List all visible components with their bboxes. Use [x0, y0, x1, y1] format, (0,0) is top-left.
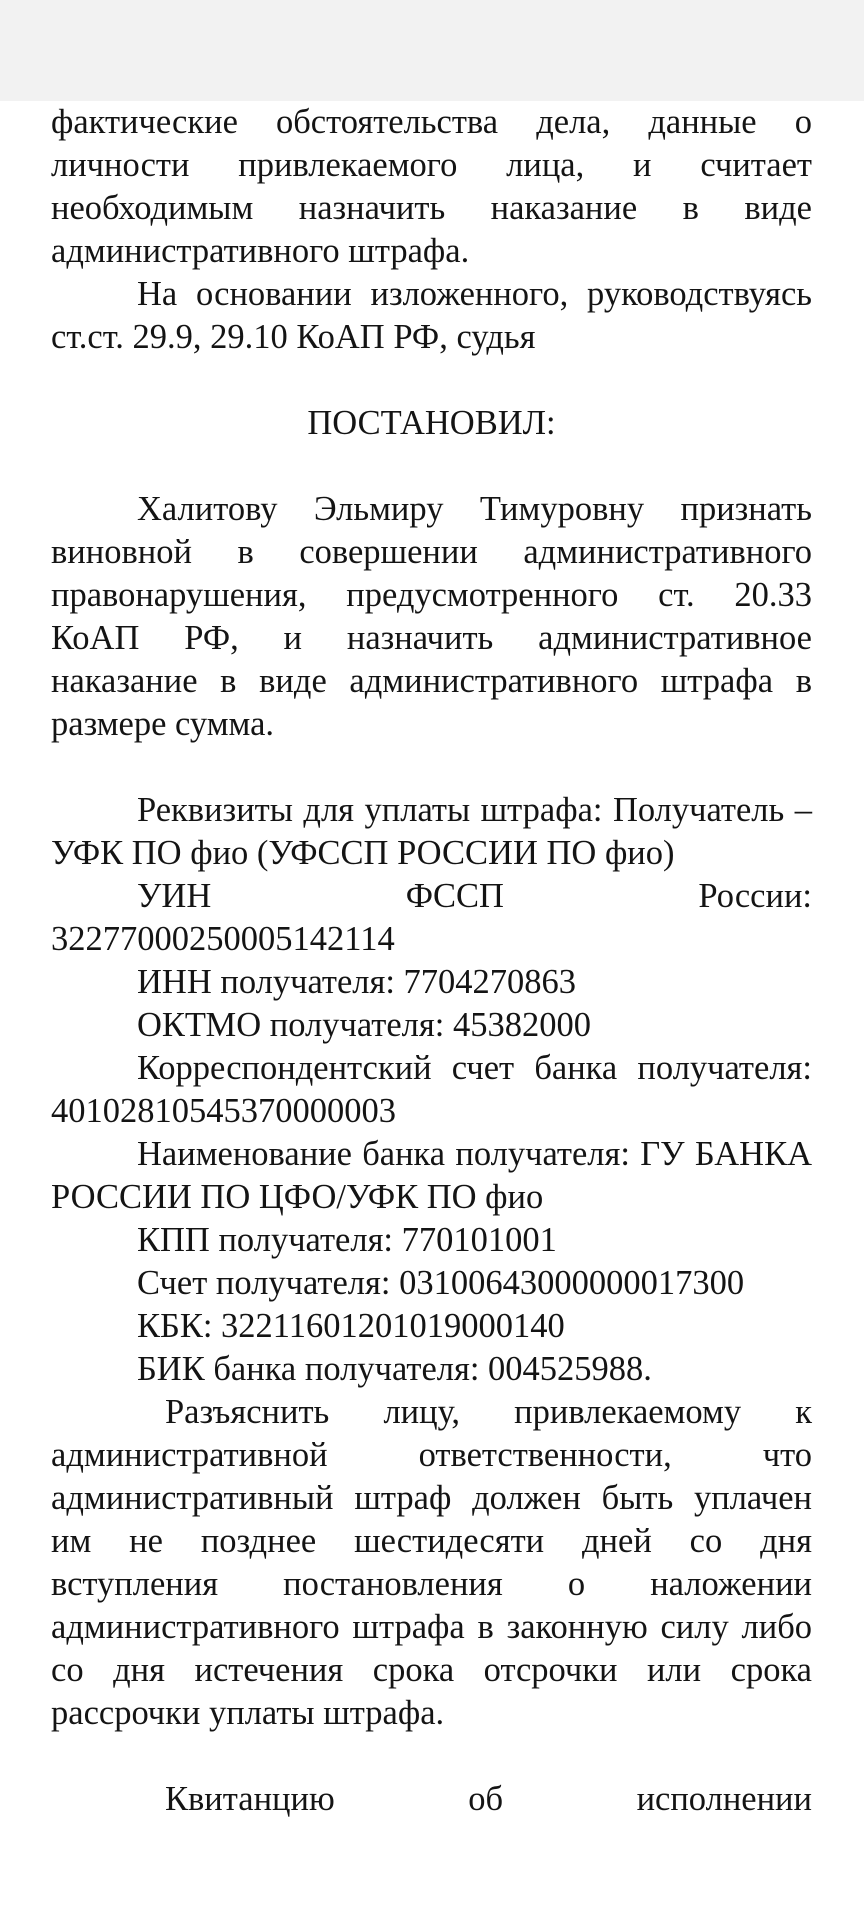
paragraph-ruling: Халитову Эльмиру Тимуровну признать виновной в совершении административного правонарушения, предусмотренного ст. 20.33 КоАП РФ, и назначить административное наказание в виде административного штрафа в размере сумма.	[51, 490, 812, 743]
blank-line	[51, 1735, 812, 1778]
uin-value: 32277000250005142114	[51, 920, 395, 958]
uin-label: УИН ФССП России:	[137, 877, 812, 915]
bank-name-line: Наименование банка получателя: ГУ БАНКА РОССИИ ПО ЦФО/УФК ПО фио	[51, 1135, 812, 1216]
blank-line	[51, 359, 812, 402]
paragraph-basis: На основании изложенного, руководствуясь ст.ст. 29.9, 29.10 КоАП РФ, судья	[51, 275, 812, 356]
account-line: Счет получателя: 03100643000000017300	[137, 1264, 745, 1302]
corr-account-line: Корреспондентский счет банка получателя: 40102810545370000003	[51, 1049, 812, 1130]
document-body	[51, 101, 812, 1821]
blank-line	[51, 445, 812, 488]
oktmo-line: ОКТМО получателя: 45382000	[137, 1006, 591, 1044]
inn-line: ИНН получателя: 7704270863	[137, 963, 577, 1001]
ruling-heading: ПОСТАНОВИЛ:	[307, 404, 556, 442]
top-toolbar	[0, 0, 864, 101]
paragraph-intro: фактические обстоятельства дела, данные о личности привлекаемого лица, и считает необходимым назначить наказание в виде административного штрафа.	[51, 103, 812, 270]
paragraph-receipt: Квитанцию об исполнении	[165, 1780, 812, 1818]
blank-line	[51, 746, 812, 789]
paragraph-explanation: Разъяснить лицу, привлекаемому к административной ответственности, что административный штраф должен быть уплачен им не позднее шестидесяти дней со дня вступления постановления о наложении административного штрафа в законную силу либо со дня истечения срока отсрочки или срока рассрочки уплаты штрафа.	[51, 1393, 812, 1732]
kbk-line: КБК: 32211601201019000140	[137, 1307, 565, 1345]
paragraph-requisites: Реквизиты для уплаты штрафа: Получатель – УФК ПО фио (УФССП РОССИИ ПО фио)	[51, 791, 812, 872]
kpp-line: КПП получателя: 770101001	[137, 1221, 557, 1259]
bik-line: БИК банка получателя: 004525988.	[137, 1350, 652, 1388]
